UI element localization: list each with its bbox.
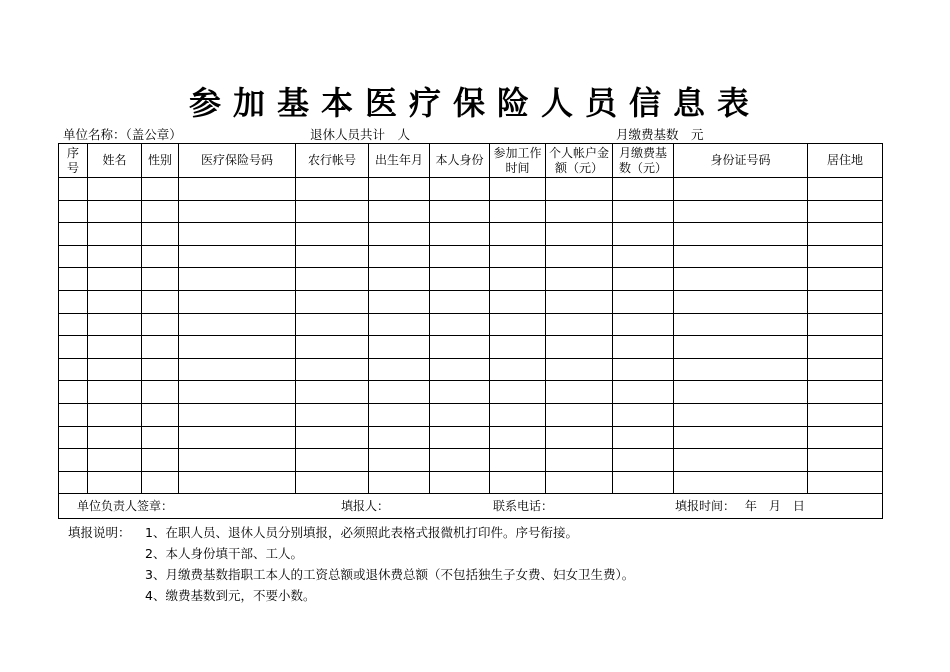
note-item: 3、月缴费基数指职工本人的工资总额或退休费总额（不包括独生子女费、妇女卫生费）。: [145, 567, 635, 582]
table-cell[interactable]: [808, 449, 883, 472]
table-row: [59, 358, 883, 381]
table-cell[interactable]: [369, 200, 430, 223]
table-cell[interactable]: [142, 471, 179, 494]
table-cell[interactable]: [369, 426, 430, 449]
table-cell[interactable]: [142, 358, 179, 381]
table-cell[interactable]: [674, 245, 808, 268]
table-cell[interactable]: [613, 403, 674, 426]
table-cell[interactable]: [808, 336, 883, 359]
filler-label: 填报人：: [341, 499, 390, 514]
table-cell[interactable]: [808, 313, 883, 336]
table-cell[interactable]: [142, 178, 179, 201]
table-cell[interactable]: [808, 223, 883, 246]
table-cell[interactable]: [490, 245, 546, 268]
table-row: [59, 336, 883, 359]
table-cell[interactable]: [88, 178, 142, 201]
table-cell[interactable]: [546, 336, 613, 359]
table-row: [59, 245, 883, 268]
table-cell[interactable]: [613, 381, 674, 404]
table-row: [59, 449, 883, 472]
header-residence: 居住地: [808, 144, 883, 178]
table-cell[interactable]: [430, 471, 490, 494]
table-cell[interactable]: [430, 403, 490, 426]
table-cell[interactable]: [59, 336, 88, 359]
table-cell[interactable]: [546, 471, 613, 494]
table-cell[interactable]: [674, 313, 808, 336]
table-cell[interactable]: [88, 268, 142, 291]
table-cell[interactable]: [296, 178, 369, 201]
phone-label: 联系电话：: [493, 499, 554, 514]
table-row: [59, 178, 883, 201]
table-cell[interactable]: [142, 313, 179, 336]
table-row: [59, 313, 883, 336]
table-cell[interactable]: [490, 358, 546, 381]
table-cell[interactable]: [808, 290, 883, 313]
table-cell[interactable]: [142, 449, 179, 472]
table-row: [59, 426, 883, 449]
table-cell[interactable]: [142, 403, 179, 426]
table-cell[interactable]: [179, 200, 296, 223]
table-cell[interactable]: [179, 381, 296, 404]
table-cell[interactable]: [613, 178, 674, 201]
table-cell[interactable]: [369, 358, 430, 381]
table-cell[interactable]: [88, 449, 142, 472]
table-cell[interactable]: [674, 336, 808, 359]
table-cell[interactable]: [546, 449, 613, 472]
table-cell[interactable]: [808, 471, 883, 494]
table-cell[interactable]: [179, 358, 296, 381]
table-cell[interactable]: [179, 449, 296, 472]
table-cell[interactable]: [546, 290, 613, 313]
table-cell[interactable]: [88, 381, 142, 404]
table-cell[interactable]: [546, 313, 613, 336]
table-cell[interactable]: [613, 223, 674, 246]
table-cell[interactable]: [546, 381, 613, 404]
table-cell[interactable]: [179, 178, 296, 201]
note-item: 1、在职人员、退休人员分别填报，必须照此表格式报微机打印件。序号衔接。: [145, 525, 578, 540]
table-cell[interactable]: [296, 200, 369, 223]
table-cell[interactable]: [179, 403, 296, 426]
table-cell[interactable]: [430, 381, 490, 404]
table-cell[interactable]: [674, 426, 808, 449]
table-row: [59, 403, 883, 426]
table-cell[interactable]: [59, 358, 88, 381]
table-row: [59, 290, 883, 313]
table-cell[interactable]: [808, 403, 883, 426]
header-gender: 性别: [142, 144, 179, 178]
table-row: [59, 200, 883, 223]
fill-date-label: 填报时间： 年 月 日: [675, 499, 805, 514]
table-cell[interactable]: [808, 245, 883, 268]
table-cell[interactable]: [546, 245, 613, 268]
table-cell[interactable]: [674, 358, 808, 381]
header-insurance-no: 医疗保险号码: [179, 144, 296, 178]
table-cell[interactable]: [142, 200, 179, 223]
table-cell[interactable]: [88, 313, 142, 336]
header-monthly-base: 月缴费基 数（元）: [613, 144, 674, 178]
leader-signature-label: 单位负责人签章：: [77, 499, 174, 514]
table-cell[interactable]: [674, 381, 808, 404]
table-cell[interactable]: [296, 290, 369, 313]
table-cell[interactable]: [59, 200, 88, 223]
table-cell[interactable]: [296, 358, 369, 381]
table-cell[interactable]: [430, 268, 490, 291]
table-cell[interactable]: [430, 223, 490, 246]
table-cell[interactable]: [546, 403, 613, 426]
header-birth-date: 出生年月: [369, 144, 430, 178]
table-cell[interactable]: [674, 290, 808, 313]
table-cell[interactable]: [142, 290, 179, 313]
table-cell[interactable]: [613, 336, 674, 359]
table-cell[interactable]: [490, 381, 546, 404]
table-cell[interactable]: [88, 426, 142, 449]
table-cell[interactable]: [179, 223, 296, 246]
note-item: 2、本人身份填干部、工人。: [145, 546, 303, 561]
table-cell[interactable]: [613, 200, 674, 223]
table-cell[interactable]: [59, 290, 88, 313]
form-title: 参加基本医疗保险人员信息表: [188, 84, 761, 122]
table-cell[interactable]: [490, 449, 546, 472]
table-cell[interactable]: [674, 449, 808, 472]
table-cell[interactable]: [808, 426, 883, 449]
header-identity: 本人身份: [430, 144, 490, 178]
table-cell[interactable]: [179, 290, 296, 313]
header-seq: 序 号: [59, 144, 88, 178]
table-cell[interactable]: [490, 268, 546, 291]
table-cell[interactable]: [179, 313, 296, 336]
table-cell[interactable]: [430, 200, 490, 223]
retiree-total-label: 退休人员共计 人: [310, 127, 411, 142]
table-cell[interactable]: [142, 223, 179, 246]
table-cell[interactable]: [613, 426, 674, 449]
table-cell[interactable]: [490, 313, 546, 336]
table-cell[interactable]: [59, 245, 88, 268]
table-cell[interactable]: [808, 200, 883, 223]
table-cell[interactable]: [490, 426, 546, 449]
table-cell[interactable]: [296, 245, 369, 268]
table-cell[interactable]: [179, 336, 296, 359]
table-cell[interactable]: [369, 178, 430, 201]
table-cell[interactable]: [179, 268, 296, 291]
table-cell[interactable]: [88, 336, 142, 359]
unit-name-label: 单位名称：（盖公章）: [63, 127, 182, 142]
table-cell[interactable]: [490, 223, 546, 246]
table-row: [59, 381, 883, 404]
table-cell[interactable]: [546, 200, 613, 223]
table-cell[interactable]: [88, 358, 142, 381]
table-cell[interactable]: [296, 313, 369, 336]
table-cell[interactable]: [546, 178, 613, 201]
table-cell[interactable]: [369, 471, 430, 494]
table-cell[interactable]: [546, 358, 613, 381]
table-cell[interactable]: [369, 336, 430, 359]
table-row: [59, 471, 883, 494]
table-cell[interactable]: [369, 245, 430, 268]
table-cell[interactable]: [179, 245, 296, 268]
table-cell[interactable]: [59, 178, 88, 201]
table-cell[interactable]: [296, 268, 369, 291]
table-cell[interactable]: [430, 449, 490, 472]
table-cell[interactable]: [296, 449, 369, 472]
table-cell[interactable]: [59, 426, 88, 449]
table-cell[interactable]: [59, 471, 88, 494]
note-item: 4、缴费基数到元，不要小数。: [145, 588, 316, 603]
table-cell[interactable]: [59, 381, 88, 404]
table-cell[interactable]: [296, 471, 369, 494]
table-cell[interactable]: [490, 200, 546, 223]
table-header-row: [59, 144, 883, 178]
table-cell[interactable]: [88, 245, 142, 268]
table-cell[interactable]: [674, 471, 808, 494]
table-cell[interactable]: [369, 268, 430, 291]
table-cell[interactable]: [613, 449, 674, 472]
notes-label: 填报说明：: [68, 525, 131, 540]
table-cell[interactable]: [142, 245, 179, 268]
table-cell[interactable]: [546, 426, 613, 449]
table-cell[interactable]: [142, 268, 179, 291]
table-cell[interactable]: [142, 336, 179, 359]
table-cell[interactable]: [88, 471, 142, 494]
table-cell[interactable]: [369, 313, 430, 336]
table-cell[interactable]: [546, 223, 613, 246]
table-cell[interactable]: [369, 403, 430, 426]
table-cell[interactable]: [430, 178, 490, 201]
table-cell[interactable]: [179, 426, 296, 449]
table-cell[interactable]: [613, 290, 674, 313]
table-cell[interactable]: [490, 471, 546, 494]
table-cell[interactable]: [430, 313, 490, 336]
table-cell[interactable]: [369, 381, 430, 404]
table-cell[interactable]: [490, 290, 546, 313]
table-cell[interactable]: [613, 313, 674, 336]
table-cell[interactable]: [88, 223, 142, 246]
table-cell[interactable]: [59, 268, 88, 291]
table-cell[interactable]: [142, 426, 179, 449]
header-bank-account: 农行帐号: [296, 144, 369, 178]
header-account-amount: 个人帐户金 额（元）: [546, 144, 613, 178]
table-cell[interactable]: [490, 403, 546, 426]
table-cell[interactable]: [674, 178, 808, 201]
table-cell[interactable]: [613, 471, 674, 494]
table-cell[interactable]: [88, 290, 142, 313]
table-cell[interactable]: [674, 268, 808, 291]
table-cell[interactable]: [296, 223, 369, 246]
table-cell[interactable]: [546, 268, 613, 291]
table-cell[interactable]: [296, 403, 369, 426]
table-cell[interactable]: [369, 290, 430, 313]
monthly-base-label: 月缴费基数 元: [616, 127, 704, 142]
table-cell[interactable]: [430, 336, 490, 359]
table-cell[interactable]: [142, 381, 179, 404]
table-row: [59, 223, 883, 246]
table-cell[interactable]: [179, 471, 296, 494]
table-cell[interactable]: [430, 290, 490, 313]
table-cell[interactable]: [59, 449, 88, 472]
table-cell[interactable]: [674, 223, 808, 246]
table-cell[interactable]: [430, 358, 490, 381]
table-cell[interactable]: [369, 449, 430, 472]
table-cell[interactable]: [808, 268, 883, 291]
header-work-start: 参加工作 时间: [490, 144, 546, 178]
table-cell[interactable]: [490, 178, 546, 201]
table-row: [59, 268, 883, 291]
table-cell[interactable]: [674, 200, 808, 223]
table-cell[interactable]: [296, 336, 369, 359]
table-cell[interactable]: [430, 426, 490, 449]
header-name: 姓名: [88, 144, 142, 178]
table-cell[interactable]: [808, 358, 883, 381]
footer-cell: [59, 494, 883, 519]
table-cell[interactable]: [808, 381, 883, 404]
personnel-info-table: [58, 143, 883, 519]
table-cell[interactable]: [59, 223, 88, 246]
table-cell[interactable]: [88, 200, 142, 223]
table-cell[interactable]: [369, 223, 430, 246]
table-cell[interactable]: [59, 313, 88, 336]
table-cell[interactable]: [59, 403, 88, 426]
table-cell[interactable]: [613, 268, 674, 291]
table-cell[interactable]: [296, 426, 369, 449]
table-cell[interactable]: [430, 245, 490, 268]
table-cell[interactable]: [490, 336, 546, 359]
table-footer-row: [59, 494, 883, 519]
table-cell[interactable]: [808, 178, 883, 201]
table-cell[interactable]: [613, 245, 674, 268]
table-cell[interactable]: [296, 381, 369, 404]
table-cell[interactable]: [674, 403, 808, 426]
table-cell[interactable]: [613, 358, 674, 381]
table-cell[interactable]: [88, 403, 142, 426]
header-id-number: 身份证号码: [674, 144, 808, 178]
